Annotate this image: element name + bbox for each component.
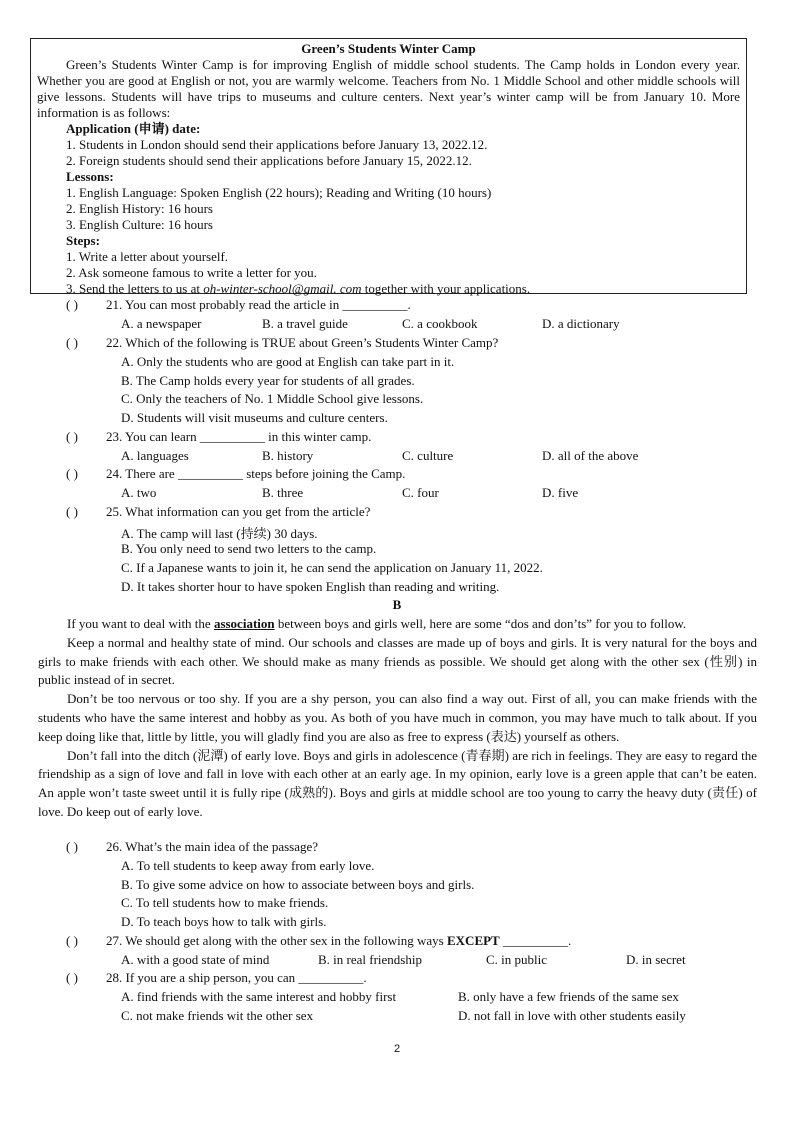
answer-blank[interactable]: ( ): [66, 335, 78, 350]
question-text: 24. There are __________ steps before joining the Camp.: [106, 466, 406, 481]
option-b: B. a travel guide: [262, 316, 348, 331]
option-a: A. The camp will last (持续) 30 days.: [121, 526, 318, 541]
option-a: A. two: [121, 485, 157, 500]
step-item: 1. Write a letter about yourself.: [66, 249, 229, 264]
passage-intro: Green’s Students Winter Camp is for improving English of middle school students. The Camp holds in London every year. Whether you are good at English or not, you are warmly welcome. Teachers from No. 1 Middle School and other middle schools will give lessons. Students will have trips to museums and culture centers. Next year’s winter camp will be from January 10. More information is as follows:: [37, 57, 740, 120]
option-c: C. not make friends wit the other sex: [121, 1008, 314, 1023]
section-b-label: B: [392, 597, 402, 612]
question-text-part: 27. We should get along with the other sex in the following ways: [106, 933, 447, 948]
paragraph-text: If you want to deal with the: [67, 616, 214, 631]
option-c: C. culture: [402, 448, 454, 463]
option-b: B. only have a few friends of the same sex: [458, 989, 679, 1004]
question-text: 21. You can most probably read the article in __________.: [106, 297, 411, 312]
question-text: [106, 933, 571, 949]
paragraph-text: between boys and girls well, here are some “dos and don’ts” for you to follow.: [274, 616, 687, 631]
reading-passage-a-box: [30, 38, 747, 294]
lessons-heading: Lessons:: [66, 169, 114, 184]
option-d: D. To teach boys how to talk with girls.: [121, 914, 327, 929]
answer-blank[interactable]: ( ): [66, 504, 78, 519]
application-heading: Application (申请) date:: [66, 121, 201, 136]
passage-b-paragraph-2: Keep a normal and healthy state of mind. Our schools and classes are made up of boys and girls. It is very natural for the boys and girls to make friends with each other. We should make as many friends as possible. We should get along with the other sex (性别) in public instead of in secret.: [38, 634, 757, 688]
question-text: 22. Which of the following is TRUE about Green’s Students Winter Camp?: [106, 335, 499, 350]
email-address: oh-winter-school@gmail. com: [203, 281, 362, 296]
option-c: C. four: [402, 485, 439, 500]
lesson-item: 1. English Language: Spoken English (22 hours); Reading and Writing (10 hours): [66, 185, 492, 200]
question-text: 25. What information can you get from the article?: [106, 504, 371, 519]
option-c: C. To tell students how to make friends.: [121, 895, 329, 910]
except-keyword: EXCEPT: [447, 933, 500, 948]
option-b: B. three: [262, 485, 304, 500]
option-a: A. a newspaper: [121, 316, 202, 331]
answer-blank[interactable]: ( ): [66, 933, 78, 948]
option-d: D. not fall in love with other students easily: [458, 1008, 686, 1023]
option-b: B. The Camp holds every year for students of all grades.: [121, 373, 415, 388]
answer-blank[interactable]: ( ): [66, 429, 78, 444]
step-item: 2. Ask someone famous to write a letter for you.: [66, 265, 317, 280]
step3-text-end: together with your applications.: [361, 281, 531, 296]
option-a: A. Only the students who are good at English can take part in it.: [121, 354, 455, 369]
answer-blank[interactable]: ( ): [66, 297, 78, 312]
passage-b-paragraph-4: Don’t fall into the ditch (泥潭) of early love. Boys and girls in adolescence (青春期) are rich in feelings. They are easy to regard the friendship as a sign of love and fall in love with each other at an early age. In my opinion, early love is a green apple that can’t be eaten. An apple won’t taste sweet until it is fully ripe (成熟的). Boys and girls at middle school are too young to carry the heavy duty (责任) of love. Do keep out of early love.: [38, 747, 757, 819]
lesson-item: 3. English Culture: 16 hours: [66, 217, 213, 232]
option-d: D. in secret: [626, 952, 686, 967]
option-b: B. You only need to send two letters to the camp.: [121, 541, 377, 556]
answer-blank[interactable]: ( ): [66, 466, 78, 481]
lesson-item: 2. English History: 16 hours: [66, 201, 213, 216]
question-text-part: __________.: [499, 933, 572, 948]
passage-b-paragraph-3: Don’t be too nervous or too shy. If you are a shy person, you can also find a way out. First of all, you can make friends with the students who have the same interest and hobby as you. As both of you have much in common, you may have much to talk about. If you keep doing like that, little by little, you will gladly find you are also as free to express (表达) yourself as others.: [38, 691, 757, 744]
question-text: 28. If you are a ship person, you can __________.: [106, 970, 367, 985]
option-d: D. It takes shorter hour to have spoken English than reading and writing.: [121, 579, 500, 594]
option-c: C. in public: [486, 952, 548, 967]
answer-blank[interactable]: ( ): [66, 970, 78, 985]
answer-blank[interactable]: ( ): [66, 839, 78, 854]
option-a: A. To tell students to keep away from early love.: [121, 858, 375, 873]
option-d: D. Students will visit museums and culture centers.: [121, 410, 388, 425]
option-a: A. with a good state of mind: [121, 952, 270, 967]
reading-passage-b: [38, 615, 757, 822]
question-text: 23. You can learn __________ in this winter camp.: [106, 429, 372, 444]
step-item: [37, 281, 740, 297]
option-b: B. history: [262, 448, 314, 463]
option-b: B. in real friendship: [318, 952, 422, 967]
question-text: 26. What’s the main idea of the passage?: [106, 839, 319, 854]
passage-title: Green’s Students Winter Camp: [301, 41, 476, 56]
option-d: D. five: [542, 485, 579, 500]
option-d: D. a dictionary: [542, 316, 620, 331]
step3-text: 3. Send the letters to us at: [66, 281, 204, 296]
steps-heading: Steps:: [66, 233, 100, 248]
option-c: C. Only the teachers of No. 1 Middle School give lessons.: [121, 391, 424, 406]
keyword-association: association: [213, 616, 275, 631]
option-a: A. languages: [121, 448, 189, 463]
page-number: 2: [393, 1043, 401, 1055]
option-d: D. all of the above: [542, 448, 639, 463]
application-item: 2. Foreign students should send their applications before January 15, 2022.12.: [66, 153, 472, 168]
option-c: C. If a Japanese wants to join it, he can send the application on January 11, 2022.: [121, 560, 543, 575]
option-a: A. find friends with the same interest and hobby first: [121, 989, 397, 1004]
option-c: C. a cookbook: [402, 316, 478, 331]
application-item: 1. Students in London should send their applications before January 13, 2022.12.: [66, 137, 488, 152]
passage-b-paragraph-1: [38, 615, 757, 634]
option-b: B. To give some advice on how to associate between boys and girls.: [121, 877, 475, 892]
